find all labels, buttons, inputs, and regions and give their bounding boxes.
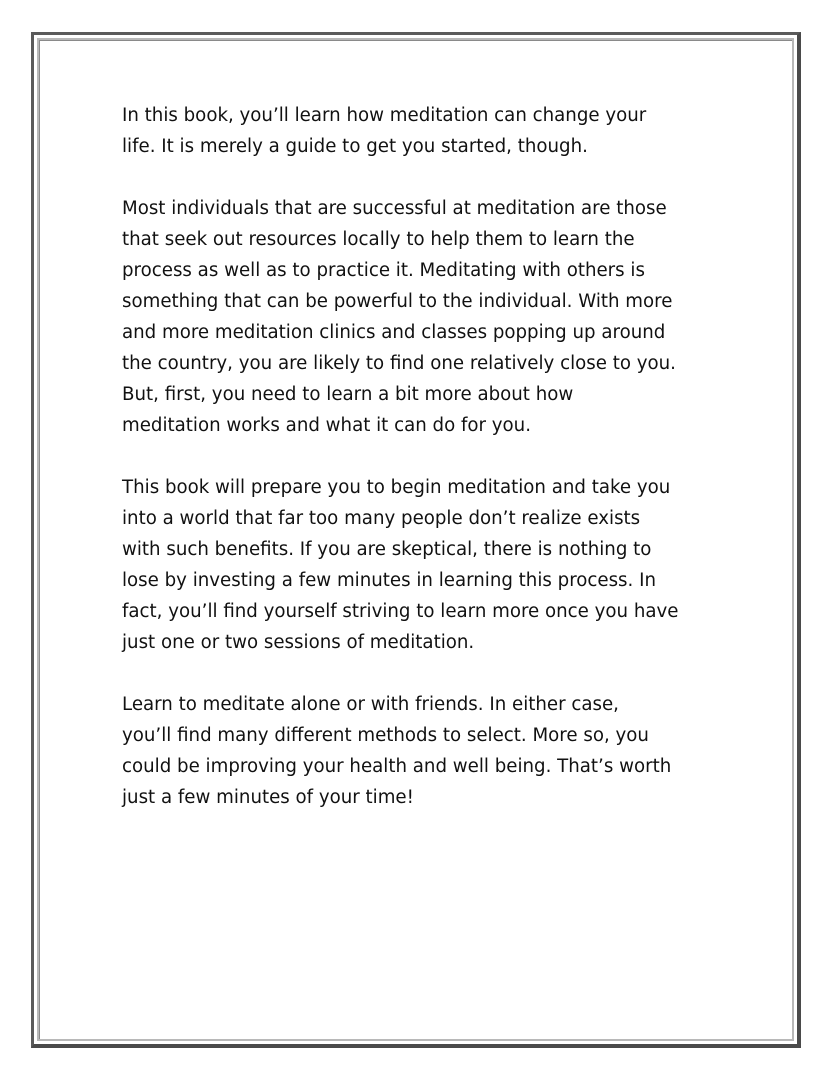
page-content-area xyxy=(37,38,794,1041)
paragraph-intro: In this book, you’ll learn how meditation can change your life. It is merely a guide to get you started, though. xyxy=(122,105,647,157)
paragraph-closing: Learn to meditate alone or with friends. In either case, you’ll find many different methods to select. More so, you could be improving your health and well being. That’s worth just a few minutes of your time! xyxy=(122,694,672,808)
paragraph-book-preparation: This book will prepare you to begin meditation and take you into a world that far too many people don’t realize exists with such benefits. If you are skeptical, there is nothing to lose by investing a few minutes in learning this process. In fact, you’ll find yourself striving to learn more once you have just one or two sessions of meditation. xyxy=(122,477,679,653)
paragraph-successful-meditators: Most individuals that are successful at meditation are those that seek out resources locally to help them to learn the process as well as to practice it. Meditating with others is something that can be powerful to the individual. With more and more meditation clinics and classes popping up around the country, you are likely to find one relatively close to you. But, first, you need to learn a bit more about how meditation works and what it can do for you. xyxy=(122,198,676,436)
body-text xyxy=(122,100,722,844)
page-frame xyxy=(31,32,801,1048)
